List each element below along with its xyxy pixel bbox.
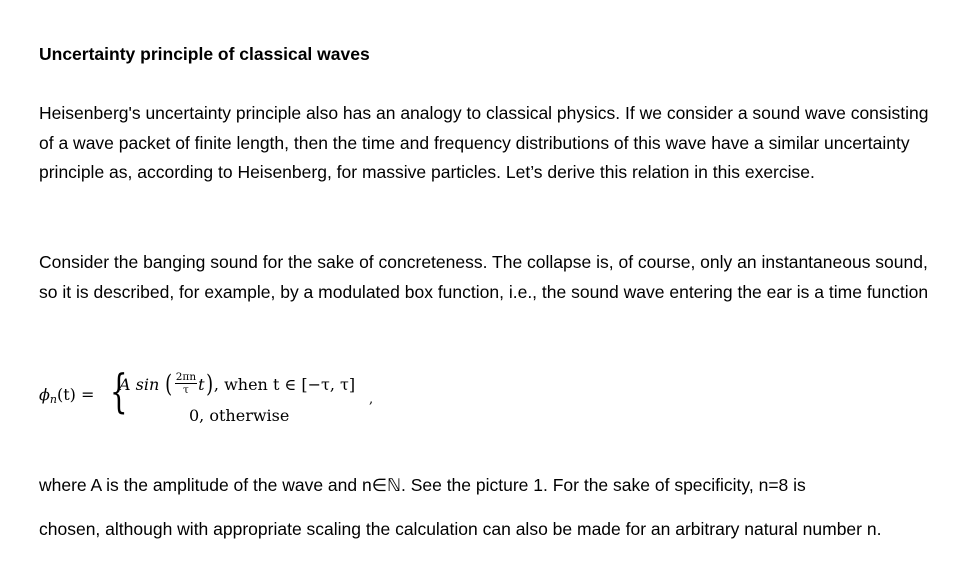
fraction-numerator: 2πn [175, 371, 197, 383]
phi-subscript: n [49, 393, 57, 406]
paragraph-amplitude: where A is the amplitude of the wave and n∈ℕ. See the picture 1. For the sake of specificity, n=8 is [39, 475, 806, 495]
open-paren: ( [165, 370, 173, 398]
phi-symbol: ϕ [39, 385, 50, 404]
fraction [175, 372, 197, 396]
paragraph-intro: Heisenberg's uncertainty principle also has an analogy to classical physics. If we consider a sound wave consisting of a wave packet of finite length, then the time and frequency distributions of this wave have a similar uncertainty principle as, according to Heisenberg, for massive particles. Let’s derive this relation in this exercise. [39, 103, 929, 182]
left-brace: { [110, 364, 128, 418]
paragraph-description: Consider the banging sound for the sake of concreteness. The collapse is, of course, only an instantaneous sound, so it is described, for example, by a modulated box function, i.e., the sound wave entering the ear is a time function [39, 252, 929, 302]
fraction-denominator: τ [183, 384, 189, 396]
case-1-condition: , when t ∈ [−τ, τ] [213, 374, 356, 394]
equation-box-function [39, 362, 439, 430]
equation-argument: (t) = [57, 385, 95, 404]
equation-case-2: 0, otherwise [189, 406, 290, 425]
equation-case-1 [119, 372, 355, 396]
equation-trailing-comma: , [369, 392, 374, 407]
t-variable: t [198, 374, 205, 394]
section-title: Uncertainty principle of classical waves [39, 44, 370, 64]
paragraph-specificity: chosen, although with appropriate scaling the calculation can also be made for an arbitrary natural number n. [39, 519, 882, 539]
equation-lhs [39, 385, 94, 406]
close-paren: ) [205, 370, 213, 398]
amplitude-sin: A sin [119, 374, 160, 394]
